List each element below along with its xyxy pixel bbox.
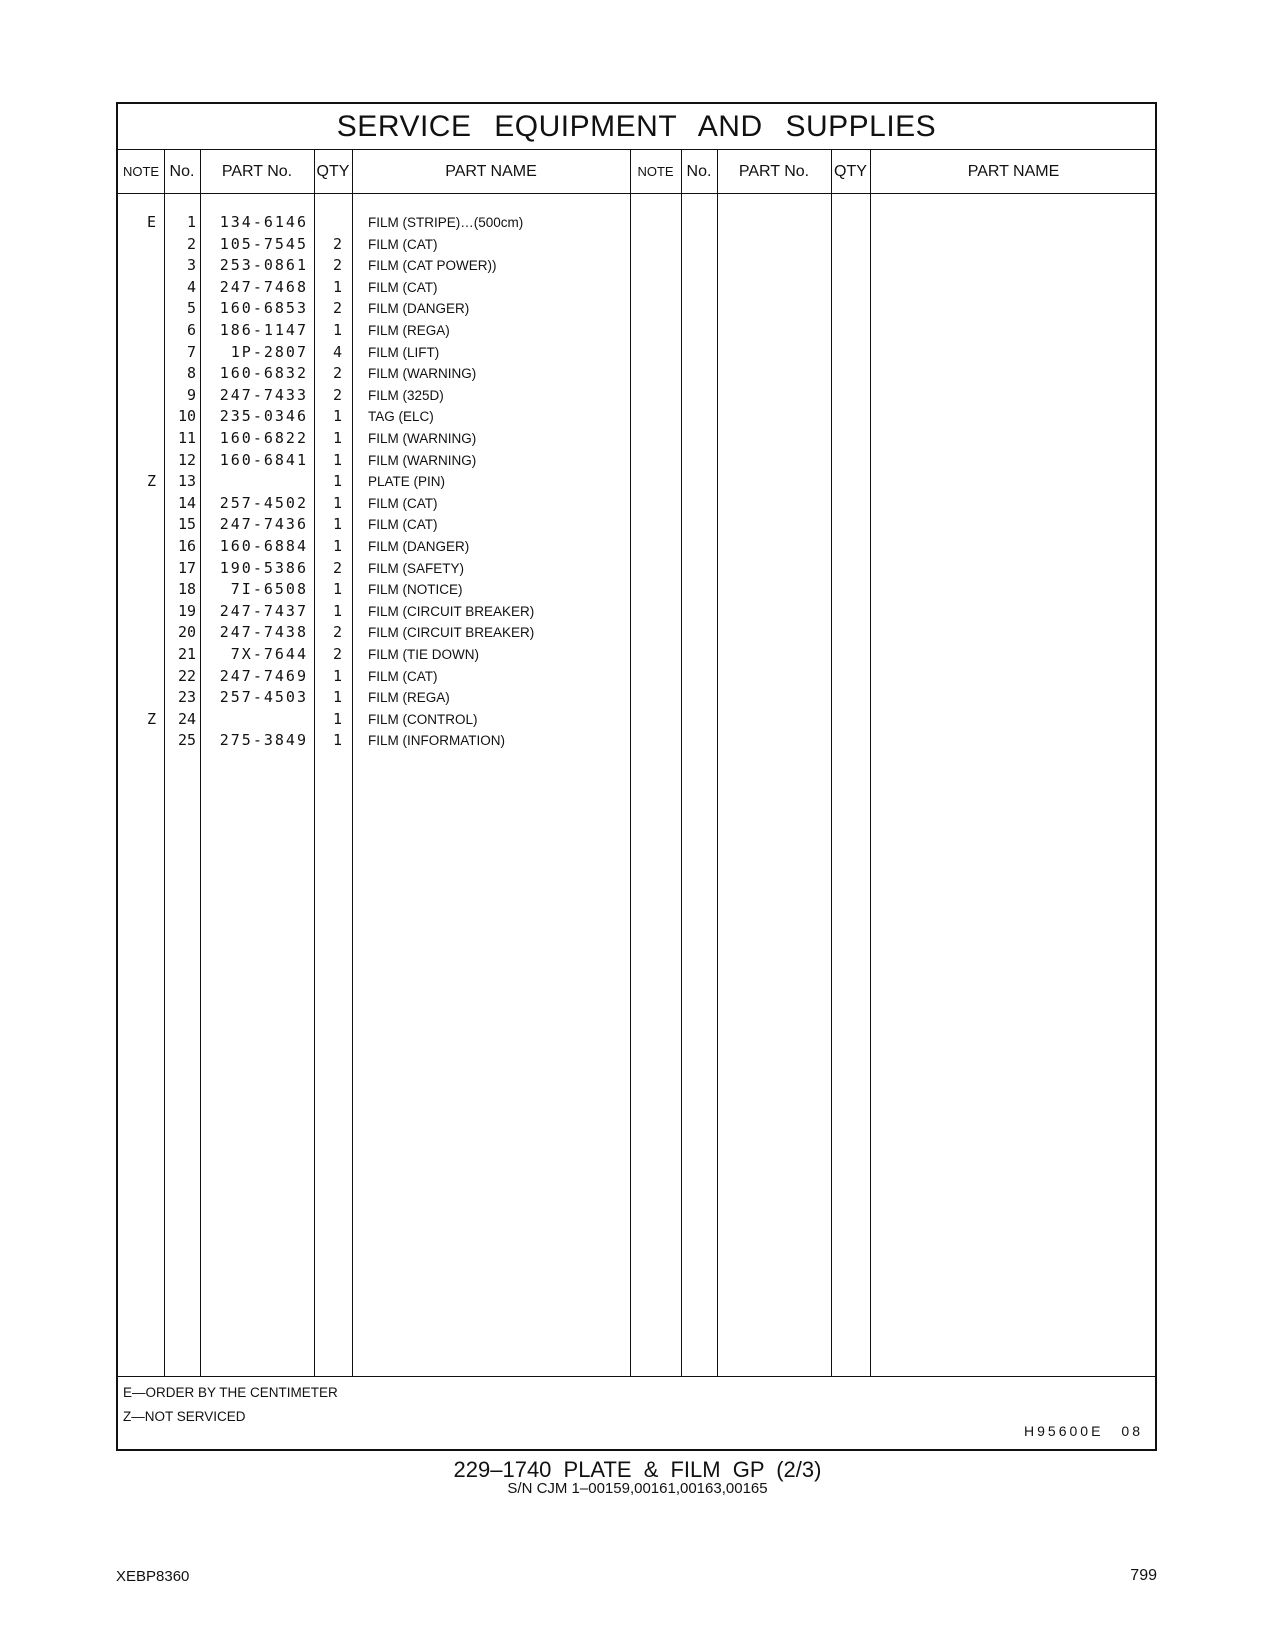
row-number: 16 <box>177 537 196 555</box>
row-quantity: 1 <box>332 277 342 296</box>
table-row <box>118 428 1155 450</box>
row-part-number: 247-7437 <box>219 601 308 620</box>
row-quantity: 2 <box>332 256 342 275</box>
row-number: 15 <box>177 515 196 534</box>
row-part-number: 275-3849 <box>219 731 308 750</box>
row-part-name: FILM (CIRCUIT BREAKER) <box>368 625 535 641</box>
row-number: 17 <box>177 558 196 577</box>
serial-range: S/N CJM 1–00159,00161,00163,00165 <box>507 1480 768 1497</box>
row-part-name: FILM (CAT) <box>368 668 438 684</box>
row-number: 22 <box>177 666 196 685</box>
row-part-name: FILM (CAT POWER)) <box>368 258 497 274</box>
row-part-name: FILM (CAT) <box>368 279 438 295</box>
table-row <box>118 320 1155 342</box>
row-quantity: 1 <box>332 580 342 599</box>
row-part-number: 134-6146 <box>219 213 308 231</box>
row-part-number: 257-4503 <box>219 688 308 707</box>
document-id: XEBP8360 <box>116 1568 190 1585</box>
row-number: 25 <box>177 731 196 750</box>
table-row <box>118 234 1155 256</box>
row-part-name: FILM (REGA) <box>368 690 450 706</box>
table-row <box>118 536 1155 558</box>
header-qty: QTY <box>316 163 350 180</box>
row-part-number: 186-1147 <box>219 321 308 339</box>
row-part-name: FILM (CAT) <box>368 517 438 533</box>
row-number: 19 <box>177 601 196 620</box>
row-part-name: FILM (CAT) <box>368 495 438 511</box>
table-row <box>118 255 1155 277</box>
header-qty-right: QTY <box>834 163 867 180</box>
table-row <box>118 730 1155 752</box>
table-row <box>118 298 1155 320</box>
group-caption: 229–1740 PLATE & FILM GP (2/3) <box>453 1457 822 1482</box>
row-part-name: FILM (LIFT) <box>368 344 440 360</box>
row-quantity: 1 <box>332 731 342 750</box>
header-part-no: PART No. <box>221 163 293 180</box>
table-row <box>118 601 1155 623</box>
table-row <box>118 644 1155 666</box>
footnote-z: Z—NOT SERVICED <box>123 1409 246 1424</box>
row-number: 10 <box>177 407 196 426</box>
row-quantity: 2 <box>332 234 342 253</box>
row-number: 14 <box>177 493 196 512</box>
row-quantity: 1 <box>332 601 342 620</box>
row-part-name: FILM (CAT) <box>368 236 438 252</box>
table-row <box>118 212 1155 234</box>
row-part-number: 247-7468 <box>219 277 308 296</box>
table-row <box>118 666 1155 688</box>
table-row <box>118 622 1155 644</box>
row-note: E <box>146 213 156 231</box>
row-quantity: 4 <box>332 342 342 361</box>
row-number: 21 <box>177 645 196 663</box>
row-quantity: 1 <box>332 709 342 728</box>
row-part-name: FILM (SAFETY) <box>368 560 465 576</box>
table-row <box>118 493 1155 515</box>
row-part-name: FILM (STRIPE)…(500cm) <box>368 215 524 230</box>
row-part-number: 160-6822 <box>219 429 308 447</box>
parts-table <box>116 102 1157 1451</box>
row-part-name: TAG (ELC) <box>368 409 434 425</box>
row-part-number: 247-7438 <box>219 623 308 642</box>
row-part-name: FILM (DANGER) <box>368 301 470 317</box>
row-quantity: 2 <box>332 385 342 404</box>
row-number: 11 <box>177 429 196 447</box>
row-part-number: 7I-6508 <box>230 580 308 599</box>
row-part-name: FILM (DANGER) <box>368 539 470 554</box>
row-quantity: 2 <box>332 558 342 577</box>
row-number: 5 <box>186 299 196 318</box>
row-quantity: 1 <box>332 537 342 555</box>
row-quantity: 1 <box>332 688 342 707</box>
header-note-right: NOTE <box>637 164 674 179</box>
header-note: NOTE <box>122 164 160 179</box>
row-part-name: FILM (WARNING) <box>368 452 477 468</box>
row-part-name: PLATE (PIN) <box>368 474 446 490</box>
header-part-no-right: PART No. <box>738 163 810 180</box>
row-number: 18 <box>177 580 196 599</box>
row-part-number: 160-6853 <box>219 299 308 318</box>
table-title: SERVICE EQUIPMENT AND SUPPLIES <box>118 104 1155 150</box>
row-part-name: FILM (325D) <box>368 387 444 403</box>
table-row <box>118 687 1155 709</box>
row-part-number: 253-0861 <box>219 256 308 275</box>
row-quantity: 1 <box>332 515 342 534</box>
row-part-name: FILM (WARNING) <box>368 366 477 382</box>
row-quantity: 1 <box>332 407 342 426</box>
row-part-number: 1P-2807 <box>230 342 308 361</box>
header-no: No. <box>169 163 195 180</box>
row-number: 2 <box>186 234 196 253</box>
table-row <box>118 406 1155 428</box>
row-part-number: 257-4502 <box>219 493 308 512</box>
table-row <box>118 385 1155 407</box>
row-part-number: 235-0346 <box>219 407 308 426</box>
row-number: 3 <box>186 256 196 275</box>
reference-code-rev: 08 <box>1121 1423 1143 1439</box>
row-note: Z <box>146 709 156 728</box>
row-number: 13 <box>177 472 196 491</box>
page-number: 799 <box>1130 1567 1157 1584</box>
row-number: 12 <box>177 450 196 469</box>
row-part-name: FILM (WARNING) <box>368 431 477 446</box>
table-row <box>118 514 1155 536</box>
table-row <box>118 342 1155 364</box>
row-part-number: 105-7545 <box>219 234 308 253</box>
row-quantity: 2 <box>332 364 342 383</box>
row-quantity: 1 <box>332 666 342 685</box>
table-row <box>118 471 1155 493</box>
row-quantity: 2 <box>332 623 342 642</box>
row-part-name: FILM (CONTROL) <box>368 711 478 727</box>
row-number: 4 <box>186 277 196 296</box>
footer-divider <box>118 1376 1155 1377</box>
row-number: 7 <box>186 342 196 361</box>
row-part-number: 190-5386 <box>219 558 308 577</box>
reference-code-value: H95600E <box>1024 1423 1104 1439</box>
row-part-name: FILM (NOTICE) <box>368 582 463 598</box>
table-row <box>118 558 1155 580</box>
row-part-number: 247-7469 <box>219 666 308 685</box>
row-part-number: 160-6841 <box>219 450 308 469</box>
row-quantity: 1 <box>332 321 342 339</box>
row-part-name: FILM (INFORMATION) <box>368 733 505 749</box>
row-number: 1 <box>186 213 196 231</box>
row-quantity: 1 <box>332 493 342 512</box>
row-number: 9 <box>186 385 196 404</box>
header-part-name: PART NAME <box>445 163 537 180</box>
row-number: 24 <box>177 709 196 728</box>
row-quantity: 2 <box>332 299 342 318</box>
table-row <box>118 579 1155 601</box>
row-quantity: 1 <box>332 450 342 469</box>
header-part-name-right: PART NAME <box>967 163 1060 180</box>
row-number: 6 <box>186 321 196 339</box>
row-part-number: 160-6884 <box>219 537 308 555</box>
table-row <box>118 709 1155 731</box>
row-part-name: FILM (TIE DOWN) <box>368 647 479 662</box>
row-note: Z <box>146 472 156 491</box>
table-row <box>118 363 1155 385</box>
row-part-number: 7X-7644 <box>230 645 308 663</box>
footnote-e: E—ORDER BY THE CENTIMETER <box>123 1385 338 1400</box>
row-quantity: 1 <box>332 429 342 447</box>
row-number: 20 <box>177 623 196 642</box>
row-part-number: 160-6832 <box>219 364 308 383</box>
row-quantity: 1 <box>332 472 342 491</box>
row-number: 23 <box>177 688 196 707</box>
table-row <box>118 450 1155 472</box>
row-part-name: FILM (CIRCUIT BREAKER) <box>368 603 535 619</box>
row-number: 8 <box>186 364 196 383</box>
row-part-number: 247-7436 <box>219 515 308 534</box>
reference-code <box>1024 1423 1143 1439</box>
row-part-name: FILM (REGA) <box>368 323 450 338</box>
table-row <box>118 277 1155 299</box>
row-part-number: 247-7433 <box>219 385 308 404</box>
row-quantity: 2 <box>332 645 342 663</box>
header-no-right: No. <box>686 163 712 180</box>
